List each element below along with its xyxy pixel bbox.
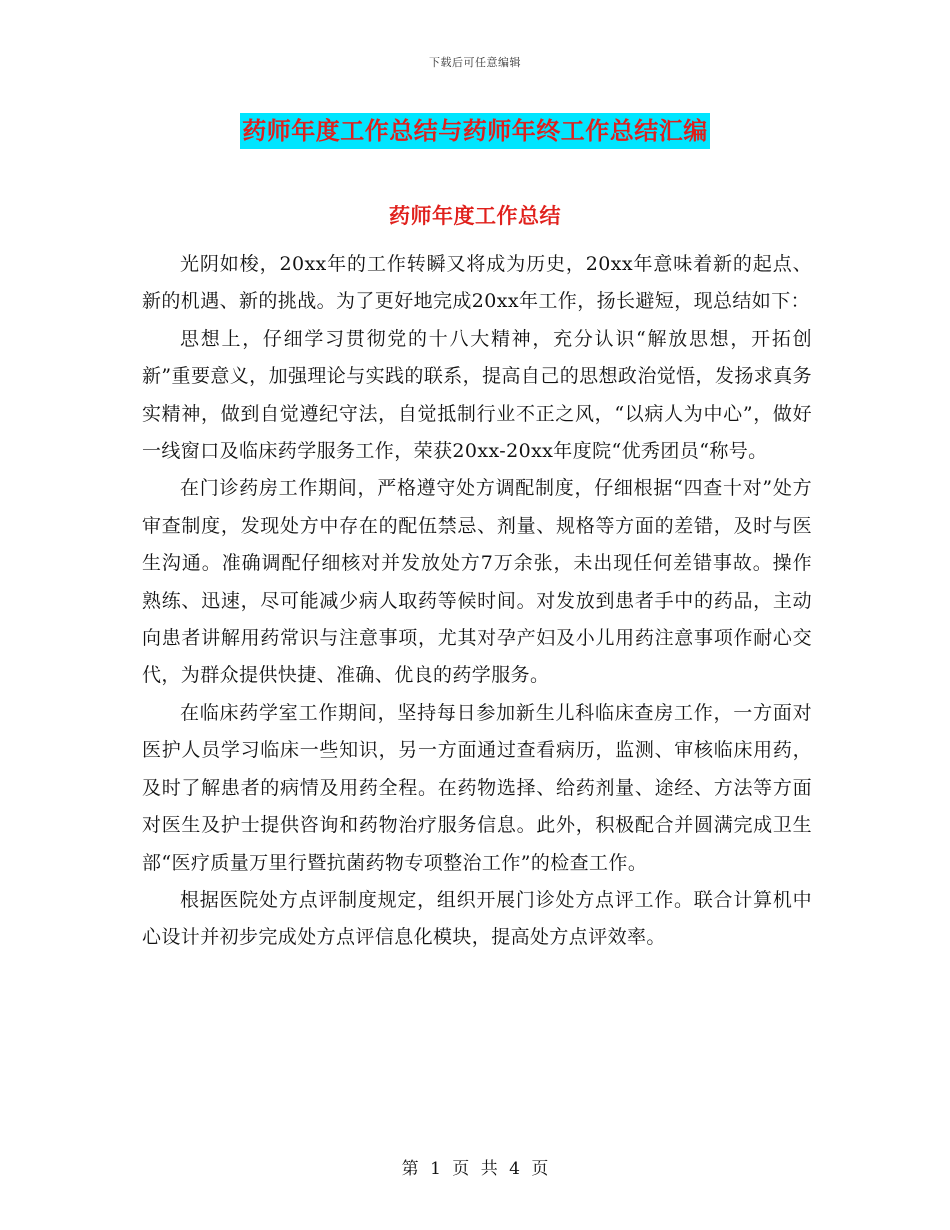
paragraph: 在门诊药房工作期间，严格遵守处方调配制度，仔细根据“四查十对”处方审查制度，发现处方中存在的配伍禁忌、剂量、规格等方面的差错，及时与医生沟通。准确调配仔细核对并发放处方7万余张，未出现任何差错事故。操作熟练、迅速，尽可能减少病人取药等候时间。对发放到患者手中的药品，主动向患者讲解用药常识与注意事项，尤其对孕产妇及小儿用药注意事项作耐心交代，为群众提供快捷、准确、优良的药学服务。 [142, 477, 812, 687]
page-number-footer: 第 1 页 共 4 页 [401, 1159, 549, 1179]
paragraph: 光阴如梭，20xx年的工作转瞬又将成为历史，20xx年意味着新的起点、新的机遇、新的挑战。为了更好地完成20xx年工作，扬长避短，现总结如下： [142, 253, 812, 313]
paragraph: 在临床药学室工作期间，坚持每日参加新生儿科临床查房工作，一方面对医护人员学习临床一些知识，另一方面通过查看病历，监测、审核临床用药，及时了解患者的病情及用药全程。在药物选择、给药剂量、途经、方法等方面对医生及护士提供咨询和药物治疗服务信息。此外，积极配合并圆满完成卫生部“医疗质量万里行暨抗菌药物专项整治工作”的检查工作。 [142, 701, 812, 874]
document-body [142, 246, 812, 957]
section-title: 药师年度工作总结 [389, 203, 561, 228]
header-note: 下载后可任意编辑 [429, 56, 521, 69]
document-title-container [0, 113, 950, 149]
paragraph: 根据医院处方点评制度规定，组织开展门诊处方点评工作。联合计算机中心设计并初步完成处方点评信息化模块，提高处方点评效率。 [142, 888, 812, 949]
document-title: 药师年度工作总结与药师年终工作总结汇编 [240, 113, 710, 149]
paragraph: 思想上，仔细学习贯彻党的十八大精神，充分认识“解放思想，开拓创新”重要意义，加强理论与实践的联系，提高自己的思想政治觉悟，发扬求真务实精神，做到自觉遵纪守法，自觉抵制行业不正之风，“以病人为中心”，做好一线窗口及临床药学服务工作，荣获20xx-20xx年度院“优秀团员“称号。 [142, 327, 812, 463]
